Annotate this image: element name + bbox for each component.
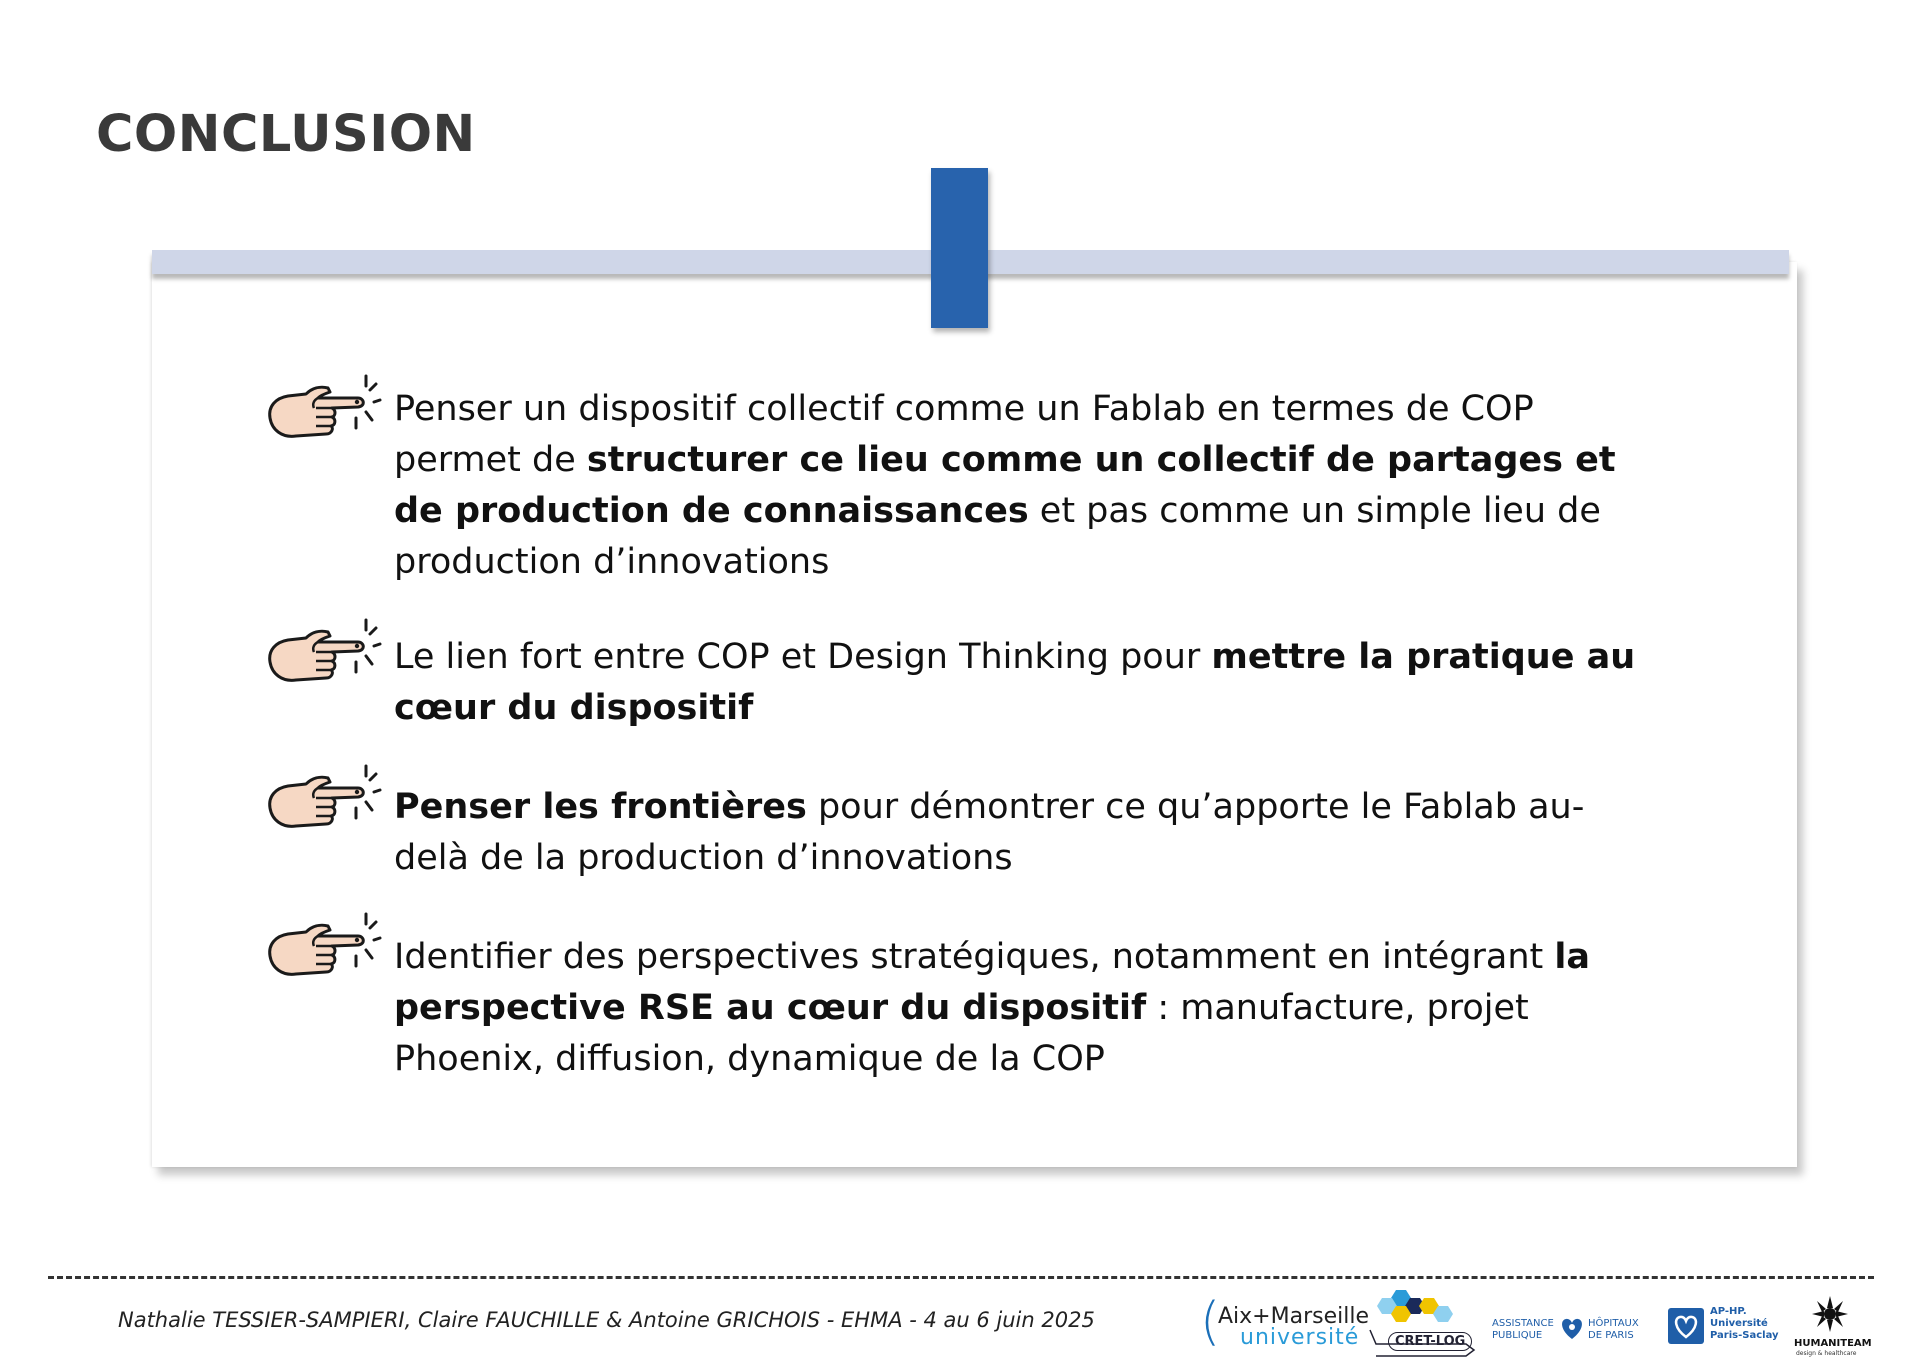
aphp-left-text: ASSISTANCE PUBLIQUE xyxy=(1492,1318,1554,1341)
bullet-text-bold: mettre la pratique au cœur du dispositif xyxy=(394,637,1636,728)
humaniteam-figure-icon xyxy=(1794,1294,1866,1338)
saclay-text: AP-HP. Université Paris-Saclay xyxy=(1710,1306,1779,1341)
bullet-text-bold: Penser les frontières xyxy=(394,787,807,827)
aphp-right-text: HÔPITAUX DE PARIS xyxy=(1588,1318,1639,1341)
bullet-text xyxy=(394,632,1654,734)
footer-authors: Nathalie TESSIER-SAMPIERI, Claire FAUCHILLE & Antoine GRICHOIS - EHMA - 4 au 6 juin 2025 xyxy=(118,1308,1095,1332)
accent-bar xyxy=(931,168,988,328)
pointing-hand-icon xyxy=(262,760,382,840)
aphp-logo xyxy=(1492,1312,1654,1352)
pointing-hand-icon xyxy=(262,370,382,450)
humaniteam-logo xyxy=(1794,1294,1872,1358)
bullet-text xyxy=(394,384,1654,588)
bullet-text xyxy=(394,782,1654,884)
humaniteam-name: HUMANITEAM xyxy=(1794,1338,1872,1349)
bullet-text-regular: pour démontrer ce qu’apporte le Fablab au-delà de la production d’innovations xyxy=(394,787,1585,878)
bullet-text-regular: Penser un dispositif collectif comme un Fablab en termes de COP permet de xyxy=(394,389,1534,480)
pointing-hand-icon xyxy=(262,908,382,988)
cret-log-logo xyxy=(1366,1288,1478,1358)
bullet-text-regular: : manufacture, projet Phoenix, diffusion, dynamique de la COP xyxy=(394,988,1529,1079)
footer-divider xyxy=(48,1276,1874,1279)
bullet-text-regular: et pas comme un simple lieu de production d’innovations xyxy=(394,491,1601,582)
amu-line2: université xyxy=(1240,1325,1360,1350)
heart-icon xyxy=(1558,1314,1586,1342)
bullet-text-bold: structurer ce lieu comme un collectif de partages et de production de connaissances xyxy=(394,440,1616,531)
content-card xyxy=(152,262,1797,1167)
aphp-paris-saclay-logo xyxy=(1668,1306,1788,1350)
heart-badge-icon xyxy=(1668,1308,1704,1344)
slide-title: CONCLUSION xyxy=(96,105,476,164)
bullet-text-regular: Le lien fort entre COP et Design Thinking pour xyxy=(394,637,1212,677)
aix-marseille-universite-logo xyxy=(1200,1292,1369,1354)
pointing-hand-icon xyxy=(262,614,382,694)
bullet-text-regular: Identifier des perspectives stratégiques, notamment en intégrant xyxy=(394,937,1555,977)
amu-bracket-icon: ( xyxy=(1200,1292,1221,1352)
humaniteam-tagline: design & healthcare xyxy=(1796,1350,1857,1357)
amu-line1: Aix+Marseille xyxy=(1218,1304,1369,1329)
cret-log-name: CRET-LOG xyxy=(1388,1332,1472,1351)
bullet-text-bold: la perspective RSE au cœur du dispositif xyxy=(394,937,1590,1028)
bullet-text xyxy=(394,932,1654,1085)
